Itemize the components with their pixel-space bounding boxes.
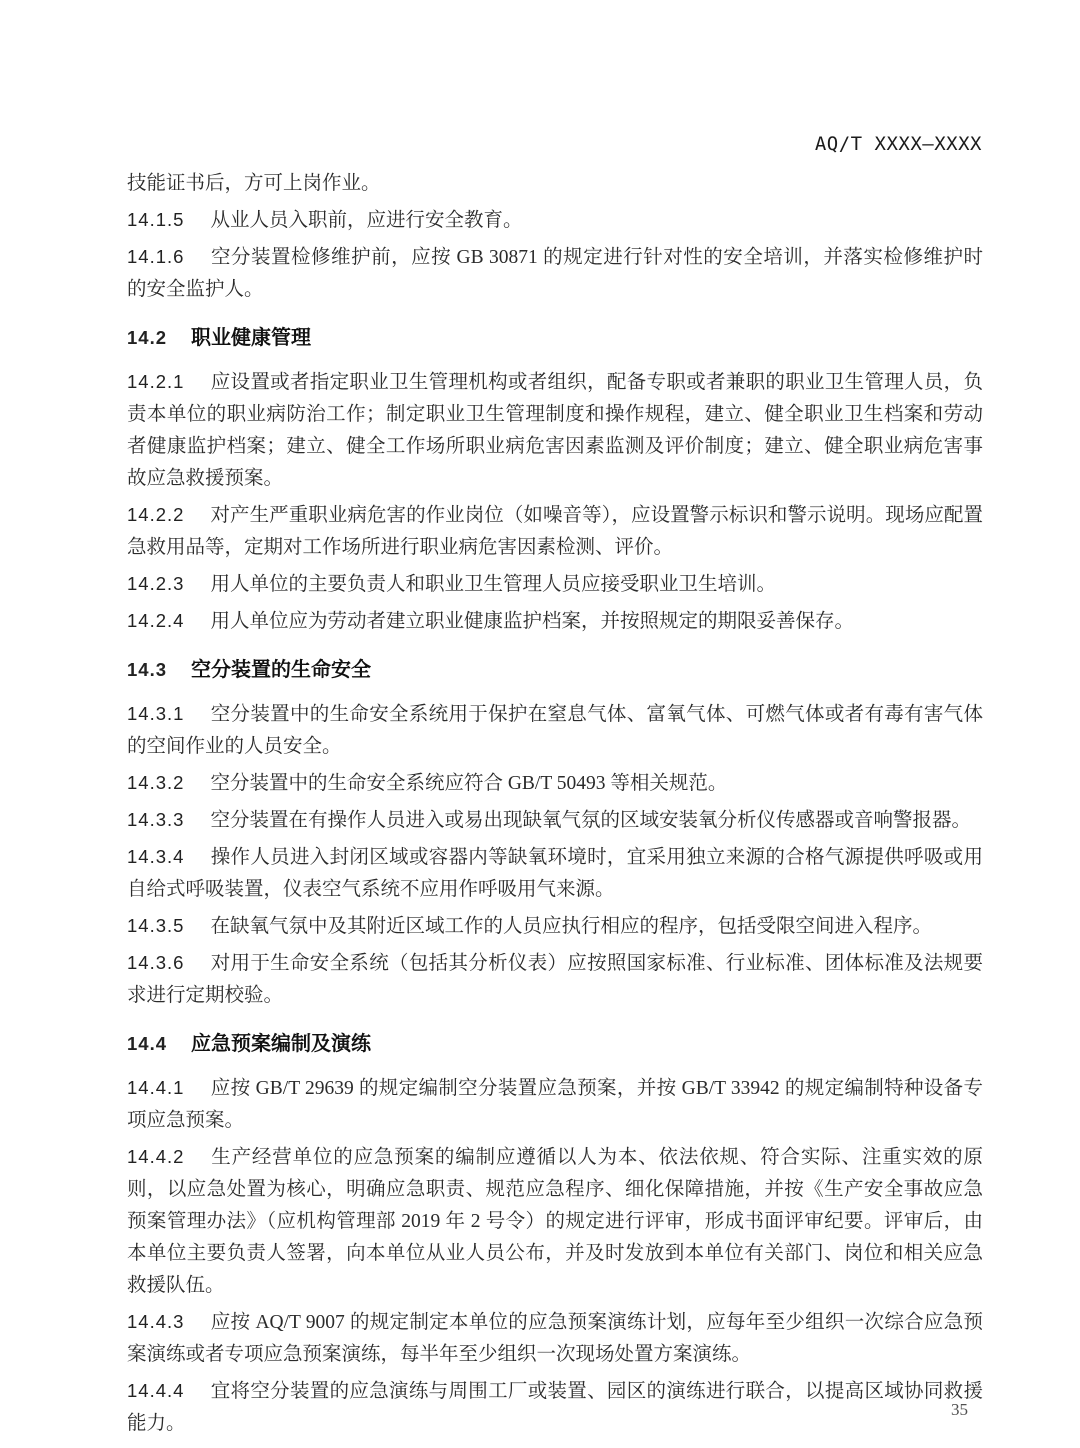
clause-number: 14.1.5: [127, 209, 185, 230]
clause-text: 宜将空分装置的应急演练与周围工厂或装置、园区的演练进行联合，以提高区域协同救援能力。: [127, 1381, 983, 1434]
clause-paragraph: [127, 804, 983, 837]
clause-paragraph: [127, 910, 983, 943]
clause-text: 应按 GB/T 29639 的规定编制空分装置应急预案，并按 GB/T 33942 的规定编制特种设备专项应急预案。: [127, 1078, 983, 1131]
clause-number: 14.3.2: [127, 772, 185, 793]
clause-text: 应按 AQ/T 9007 的规定制定本单位的应急预案演练计划，应每年至少组织一次综合应急预案演练或者专项应急预案演练，每半年至少组织一次现场处置方案演练。: [127, 1312, 983, 1365]
section-heading: [127, 654, 983, 686]
document-header: [127, 133, 982, 155]
clause-number: 14.3.3: [127, 809, 185, 830]
clause-text: 对产生严重职业病危害的作业岗位（如噪音等），应设置警示标识和警示说明。现场应配置急救用品等，定期对工作场所进行职业病危害因素检测、评价。: [127, 505, 983, 558]
clause-text: 空分装置中的生命安全系统用于保护在窒息气体、富氧气体、可燃气体或者有毒有害气体的空间作业的人员安全。: [127, 704, 983, 757]
clause-number: 14.4.4: [127, 1380, 185, 1401]
clause-text: 空分装置检修维护前，应按 GB 30871 的规定进行针对性的安全培训，并落实检修维护时的安全监护人。: [127, 247, 983, 300]
clause-paragraph: [127, 568, 983, 601]
clause-paragraph: [127, 204, 983, 237]
clause-paragraph: [127, 168, 983, 200]
clause-text: 用人单位的主要负责人和职业卫生管理人员应接受职业卫生培训。: [210, 574, 776, 595]
clause-number: 14.2.1: [127, 371, 185, 392]
clause-text: 用人单位应为劳动者建立职业健康监护档案，并按照规定的期限妥善保存。: [210, 611, 854, 632]
clause-paragraph: [127, 767, 983, 800]
clause-number: 14.3.5: [127, 915, 185, 936]
clause-text: 应设置或者指定职业卫生管理机构或者组织，配备专职或者兼职的职业卫生管理人员，负责本单位的职业病防治工作；制定职业卫生管理制度和操作规程，建立、健全职业卫生档案和劳动者健康监护档案；建立、健全工作场所职业病危害因素监测及评价制度；建立、健全职业病危害事故应急救援预案。: [127, 372, 983, 489]
clause-number: 14.3.1: [127, 703, 185, 724]
clause-number: 14.2.3: [127, 573, 185, 594]
clause-number: 14.3.4: [127, 846, 185, 867]
clause-text: 空分装置中的生命安全系统应符合 GB/T 50493 等相关规范。: [210, 773, 728, 794]
clause-paragraph: [127, 1141, 983, 1302]
clause-text: 在缺氧气氛中及其附近区域工作的人员应执行相应的程序，包括受限空间进入程序。: [210, 916, 932, 937]
clause-number: 14.4.3: [127, 1311, 185, 1332]
clause-paragraph: [127, 1306, 983, 1371]
clause-paragraph: [127, 605, 983, 638]
clause-paragraph: [127, 1375, 983, 1440]
clause-number: 14.1.6: [127, 246, 185, 267]
clause-text: 技能证书后，方可上岗作业。: [127, 173, 381, 194]
clause-text: 操作人员进入封闭区域或容器内等缺氧环境时，宜采用独立来源的合格气源提供呼吸或用自给式呼吸装置，仪表空气系统不应用作呼吸用气来源。: [127, 847, 983, 900]
clause-paragraph: [127, 947, 983, 1012]
clause-number: 14.2.2: [127, 504, 185, 525]
section-heading: [127, 1028, 983, 1060]
clause-paragraph: [127, 241, 983, 306]
page-number: 35: [951, 1400, 968, 1419]
clause-text: 生产经营单位的应急预案的编制应遵循以人为本、依法依规、符合实际、注重实效的原则，以应急处置为核心，明确应急职责、规范应急程序、细化保障措施，并按《生产安全事故应急预案管理办法》（应机构管理部 2019 年 2 号令）的规定进行评审，形成书面评审纪要。评审后，由本单位主要负责人签署，向本单位从业人员公布，并及时发放到本单位有关部门、岗位和相关应急救援队伍。: [127, 1147, 983, 1296]
section-heading: [127, 322, 983, 354]
doc-code: AQ/T XXXX—XXXX: [814, 133, 982, 155]
section-title: 空分装置的生命安全: [191, 659, 372, 681]
section-title: 应急预案编制及演练: [191, 1033, 372, 1055]
clause-number: 14.3: [127, 659, 168, 680]
clause-paragraph: [127, 499, 983, 564]
clause-text: 空分装置在有操作人员进入或易出现缺氧气氛的区域安装氧分析仪传感器或音响警报器。: [210, 810, 971, 831]
clause-number: 14.4: [127, 1033, 168, 1054]
section-title: 职业健康管理: [191, 327, 312, 349]
clause-number: 14.4.1: [127, 1077, 185, 1098]
clause-paragraph: [127, 841, 983, 906]
clause-number: 14.4.2: [127, 1146, 185, 1167]
clause-text: 对用于生命安全系统（包括其分析仪表）应按照国家标准、行业标准、团体标准及法规要求进行定期校验。: [127, 953, 983, 1006]
clause-text: 从业人员入职前，应进行安全教育。: [210, 210, 523, 231]
clause-paragraph: [127, 698, 983, 763]
clause-number: 14.2.4: [127, 610, 185, 631]
clause-number: 14.2: [127, 327, 168, 348]
document-body: [127, 168, 983, 1444]
clause-paragraph: [127, 366, 983, 495]
clause-number: 14.3.6: [127, 952, 185, 973]
document-footer: [951, 1400, 968, 1420]
clause-paragraph: [127, 1072, 983, 1137]
